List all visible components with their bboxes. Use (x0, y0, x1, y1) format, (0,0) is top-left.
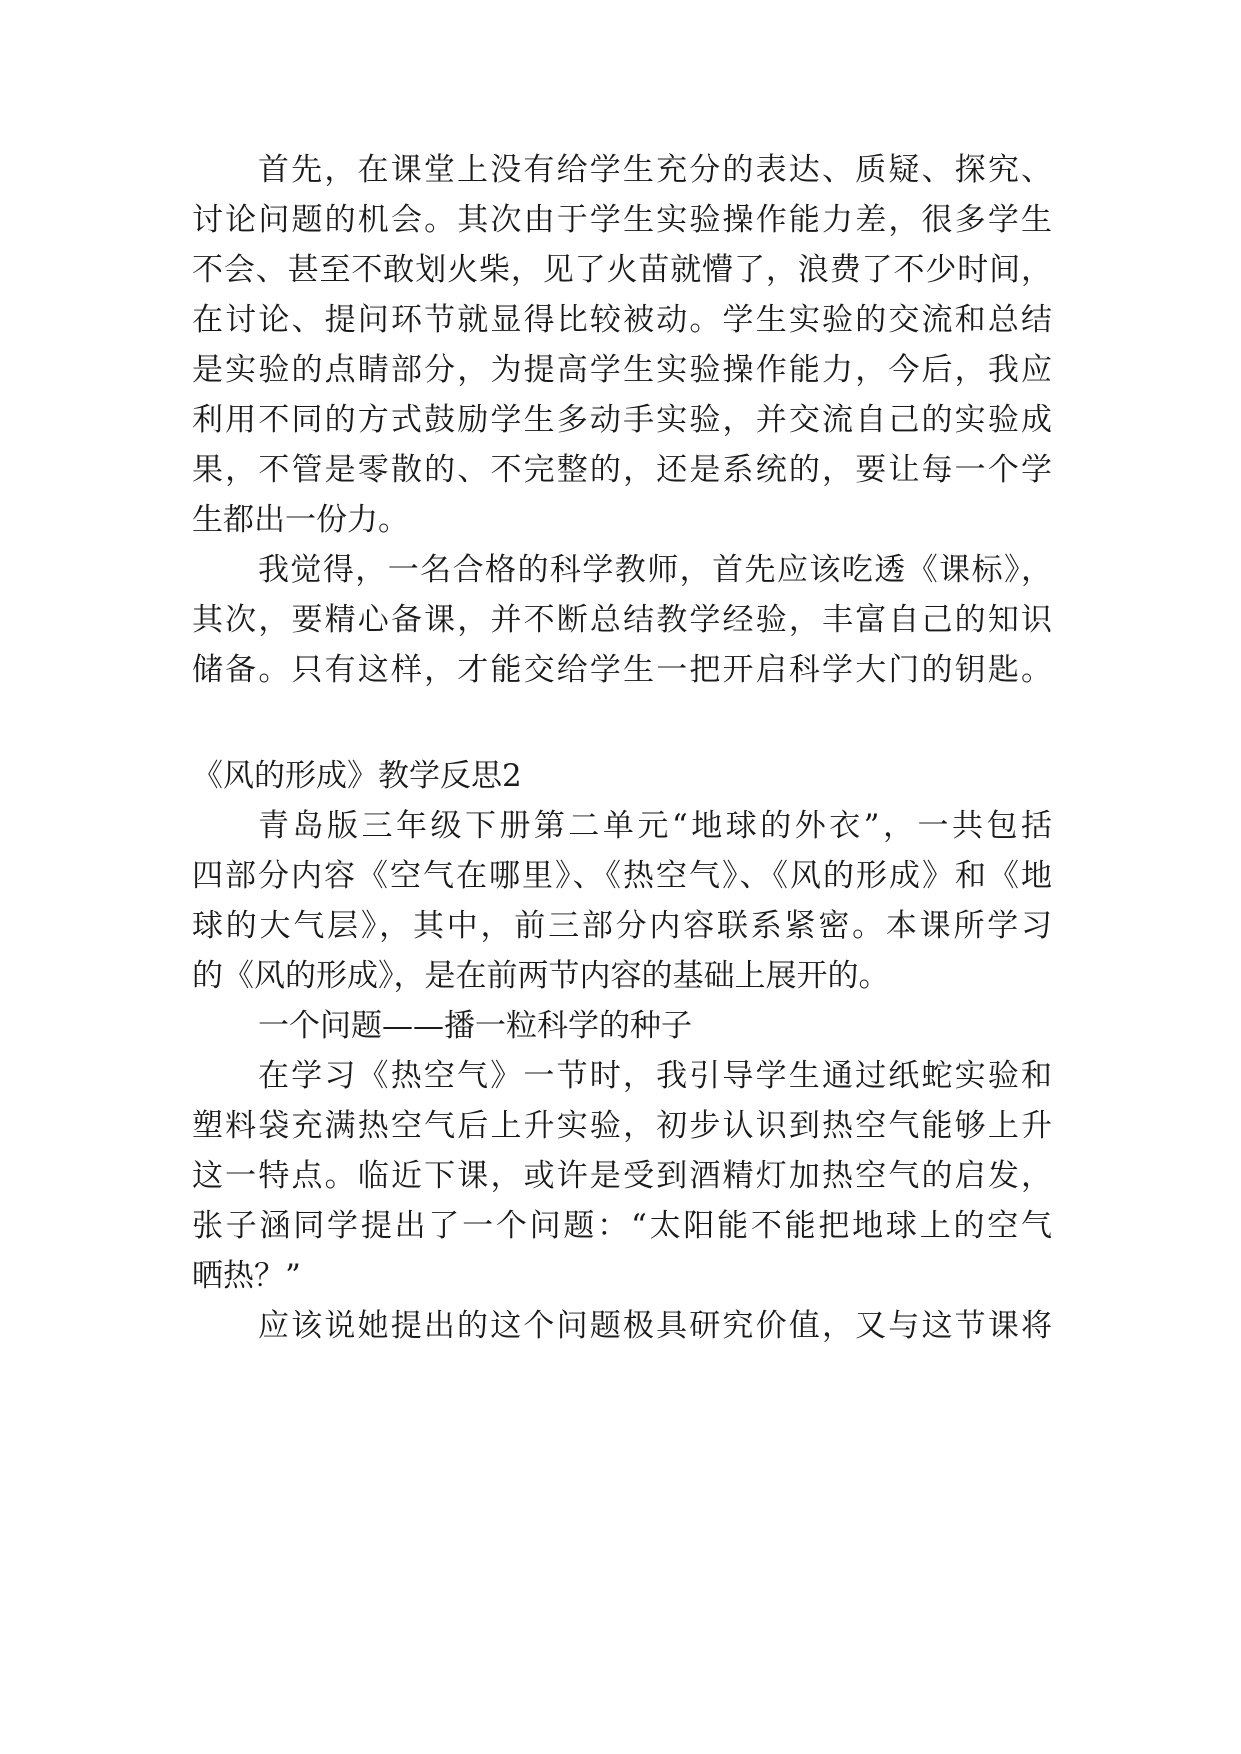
text-line: 利用不同的方式鼓励学生多动手实验，并交流自己的实验成 (192, 402, 1052, 438)
text-line: 讨论问题的机会。其次由于学生实验操作能力差，很多学生 (192, 202, 1052, 238)
text-line: 晒热？” (192, 1258, 301, 1294)
text-line: 青岛版三年级下册第二单元“地球的外衣”，一共包括 (258, 808, 1052, 844)
text-line: 果，不管是零散的、不完整的，还是系统的，要让每一个学 (192, 452, 1052, 488)
text-line: 在学习《热空气》一节时，我引导学生通过纸蛇实验和 (258, 1058, 1052, 1094)
text-line: 的《风的形成》，是在前两节内容的基础上展开的。 (192, 958, 890, 994)
text-line: 储备。只有这样，才能交给学生一把开启科学大门的钥匙。 (192, 652, 1052, 688)
text-line: 四部分内容《空气在哪里》、《热空气》、《风的形成》和《地 (192, 858, 1052, 894)
text-line: 这一特点。临近下课，或许是受到酒精灯加热空气的启发， (192, 1158, 1052, 1194)
subheading: 一个问题——播一粒科学的种子 (258, 1008, 692, 1044)
text-line: 我觉得，一名合格的科学教师，首先应该吃透《课标》， (258, 552, 1052, 588)
text-line: 其次，要精心备课，并不断总结教学经验，丰富自己的知识 (192, 602, 1052, 638)
text-line: 塑料袋充满热空气后上升实验，初步认识到热空气能够上升 (192, 1108, 1052, 1144)
text-line: 应该说她提出的这个问题极具研究价值，又与这节课将 (258, 1308, 1052, 1344)
text-line: 在讨论、提问环节就显得比较被动。学生实验的交流和总结 (192, 302, 1052, 338)
text-line: 是实验的点睛部分，为提高学生实验操作能力，今后，我应 (192, 352, 1052, 388)
text-line: 不会、甚至不敢划火柴，见了火苗就懵了，浪费了不少时间， (192, 252, 1052, 288)
text-line: 首先，在课堂上没有给学生充分的表达、质疑、探究、 (258, 152, 1052, 188)
text-line: 球的大气层》，其中，前三部分内容联系紧密。本课所学习 (192, 908, 1052, 944)
section-title: 《风的形成》教学反思2 (192, 758, 522, 794)
text-line: 生都出一份力。 (192, 502, 409, 538)
text-line: 张子涵同学提出了一个问题：“太阳能不能把地球上的空气 (192, 1208, 1052, 1244)
